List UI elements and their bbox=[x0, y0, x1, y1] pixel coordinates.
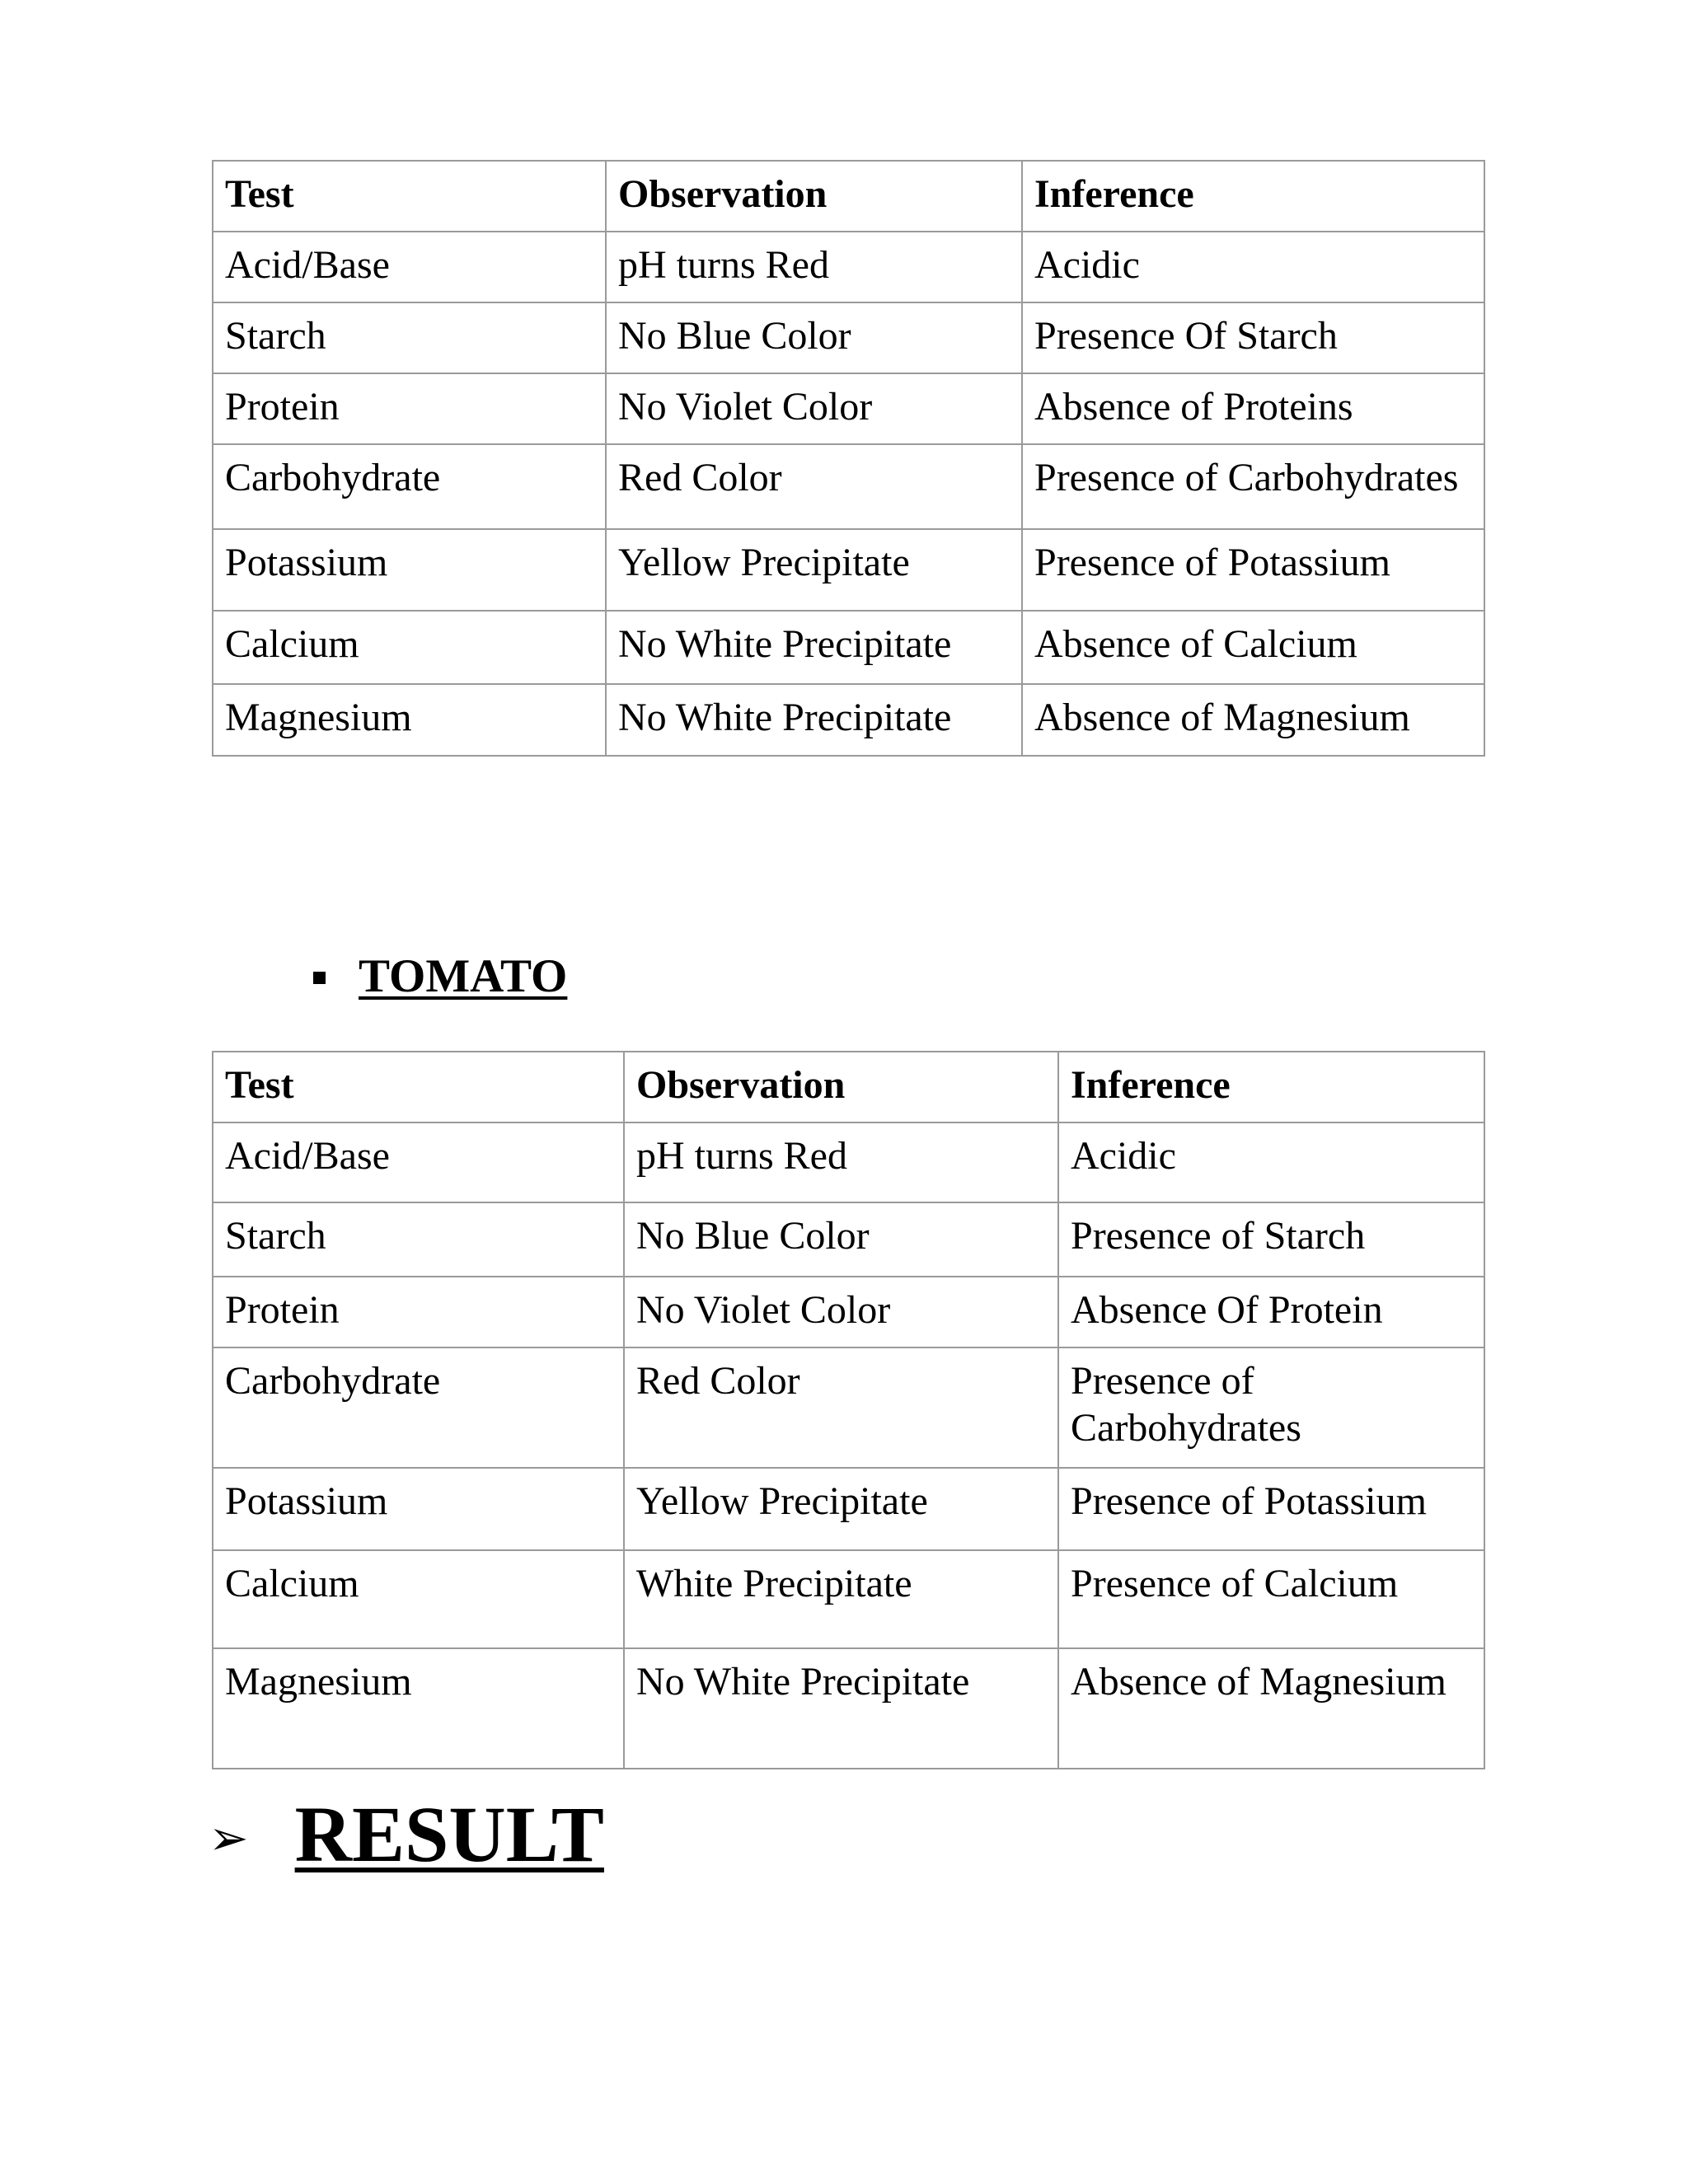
observation-cell: White Precipitate bbox=[624, 1550, 1058, 1648]
observation-cell: No Violet Color bbox=[624, 1277, 1058, 1347]
test-cell: Acid/Base bbox=[213, 1122, 624, 1202]
results-table-tomato bbox=[212, 1051, 1485, 1769]
table-row bbox=[213, 1202, 1484, 1277]
inference-cell: Absence of Magnesium bbox=[1022, 684, 1484, 756]
test-cell: Calcium bbox=[213, 611, 606, 684]
inference-cell: Acidic bbox=[1058, 1122, 1484, 1202]
header-test: Test bbox=[213, 161, 606, 232]
observation-cell bbox=[606, 444, 1022, 529]
observation-cell: pH turns Red bbox=[624, 1122, 1058, 1202]
table-row bbox=[213, 1648, 1484, 1769]
test-cell: Magnesium bbox=[213, 1648, 624, 1769]
test-cell: Starch bbox=[213, 1202, 624, 1277]
inference-cell: Presence of Potassium bbox=[1022, 529, 1484, 611]
inference-cell: Presence of Starch bbox=[1058, 1202, 1484, 1277]
observation-cell: No White Precipitate bbox=[606, 684, 1022, 756]
test-cell: Protein bbox=[213, 1277, 624, 1347]
table-row bbox=[213, 373, 1484, 444]
test-cell: Starch bbox=[213, 302, 606, 373]
inference-cell bbox=[1022, 444, 1484, 529]
table-row bbox=[213, 1468, 1484, 1550]
table-row bbox=[213, 1550, 1484, 1648]
inference-cell: Absence of Proteins bbox=[1022, 373, 1484, 444]
table-row bbox=[213, 529, 1484, 611]
observation-cell: No Blue Color bbox=[606, 302, 1022, 373]
test-cell bbox=[213, 444, 606, 529]
result-title: RESULT bbox=[294, 1790, 604, 1878]
test-cell: Potassium bbox=[213, 529, 606, 611]
test-cell: Carbohydrate bbox=[213, 1347, 624, 1468]
observation-cell: pH turns Red bbox=[606, 232, 1022, 302]
table-row bbox=[213, 684, 1484, 756]
observation-cell: Yellow Precipitate bbox=[606, 529, 1022, 611]
table-row bbox=[213, 1122, 1484, 1202]
inference-cell: Presence Of Starch bbox=[1022, 302, 1484, 373]
table-header-row bbox=[213, 1052, 1484, 1122]
observation-cell-text: Red Color bbox=[618, 456, 782, 499]
square-bullet-icon bbox=[313, 972, 326, 984]
observation-cell: No White Precipitate bbox=[624, 1648, 1058, 1769]
table-row bbox=[213, 302, 1484, 373]
header-inference: Inference bbox=[1022, 161, 1484, 232]
inference-cell: Presence of Potassium bbox=[1058, 1468, 1484, 1550]
header-observation: Observation bbox=[624, 1052, 1058, 1122]
inference-cell: Acidic bbox=[1022, 232, 1484, 302]
arrow-bullet-icon: ➢ bbox=[209, 1809, 249, 1866]
test-cell: Acid/Base bbox=[213, 232, 606, 302]
table-row bbox=[213, 1347, 1484, 1468]
test-cell-text: Carbohydrate bbox=[225, 456, 441, 499]
header-test: Test bbox=[213, 1052, 624, 1122]
inference-cell: Presence of Carbohydrates bbox=[1058, 1347, 1484, 1468]
test-cell: Protein bbox=[213, 373, 606, 444]
table-row bbox=[213, 444, 1484, 529]
observation-cell: Red Color bbox=[624, 1347, 1058, 1468]
observation-cell: No Blue Color bbox=[624, 1202, 1058, 1277]
observation-cell: No Violet Color bbox=[606, 373, 1022, 444]
header-inference: Inference bbox=[1058, 1052, 1484, 1122]
test-cell: Potassium bbox=[213, 1468, 624, 1550]
result-heading-block bbox=[209, 1788, 604, 1880]
test-cell: Magnesium bbox=[213, 684, 606, 756]
observation-cell: No White Precipitate bbox=[606, 611, 1022, 684]
tomato-section-heading bbox=[313, 949, 567, 1003]
results-table-1 bbox=[212, 160, 1485, 757]
section-title: TOMATO bbox=[359, 950, 568, 1002]
inference-cell-text: Presence of Carbohydrates bbox=[1034, 456, 1459, 499]
inference-cell: Absence of Magnesium bbox=[1058, 1648, 1484, 1769]
inference-cell: Absence Of Protein bbox=[1058, 1277, 1484, 1347]
header-observation: Observation bbox=[606, 161, 1022, 232]
inference-cell: Absence of Calcium bbox=[1022, 611, 1484, 684]
table-row bbox=[213, 1277, 1484, 1347]
table-header-row bbox=[213, 161, 1484, 232]
test-cell: Calcium bbox=[213, 1550, 624, 1648]
table-row bbox=[213, 611, 1484, 684]
observation-cell: Yellow Precipitate bbox=[624, 1468, 1058, 1550]
inference-cell: Presence of Calcium bbox=[1058, 1550, 1484, 1648]
table-row bbox=[213, 232, 1484, 302]
